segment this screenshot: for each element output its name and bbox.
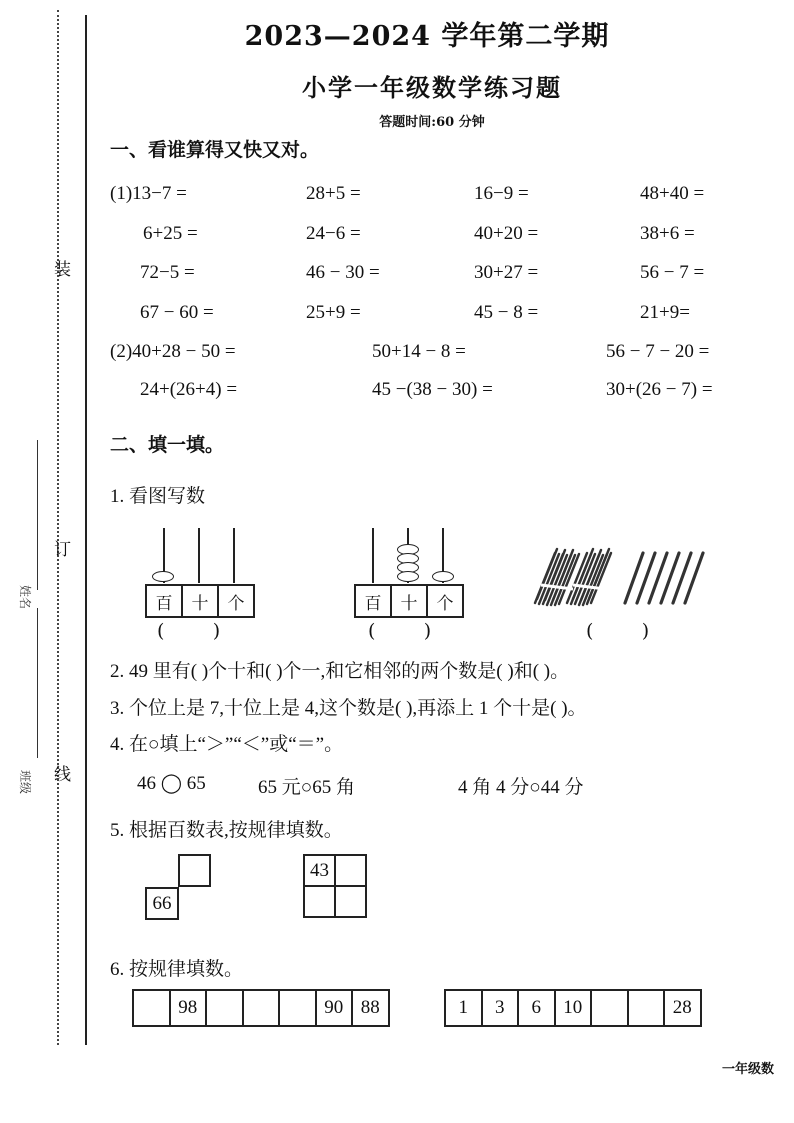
calc-3-1: 72−5 =	[140, 262, 195, 283]
class-blank-line	[37, 608, 38, 758]
grid-cell-66: 66	[145, 887, 179, 920]
sequence-row-2	[444, 989, 702, 1027]
sequence-cell: 98	[171, 991, 208, 1025]
calc-4-4: 21+9=	[640, 302, 690, 323]
sequence-cell	[629, 991, 666, 1025]
page-footer: 一年级数	[721, 1062, 774, 1077]
place-value-table	[147, 584, 255, 618]
calc-1-3: 16−9 =	[474, 183, 529, 204]
abacus-rod	[233, 528, 235, 583]
calc-5-2: 50+14 − 8 =	[372, 341, 466, 362]
hundreds-label: 百	[145, 584, 183, 618]
calc-1-1: (1)13−7 =	[110, 183, 187, 204]
compare-item-1: 46 ◯ 65	[137, 773, 206, 794]
grid-cell-43: 43	[303, 854, 336, 887]
sequence-cell: 3	[483, 991, 520, 1025]
sequence-row-1	[132, 989, 390, 1027]
sequence-cell: 10	[556, 991, 593, 1025]
calc-3-3: 30+27 =	[474, 262, 539, 283]
grid-cell	[303, 885, 336, 918]
name-blank-line	[37, 440, 38, 590]
question-2: 2. 49 里有( )个十和( )个一,和它相邻的两个数是( )和( )。	[110, 661, 570, 682]
calc-2-2: 24−6 =	[306, 223, 361, 244]
margin-rule	[85, 15, 87, 1045]
binding-dotted-line	[57, 10, 59, 1045]
answer-blank: ( )	[586, 620, 650, 642]
abacus-rod	[198, 528, 200, 583]
tens-label: 十	[181, 584, 219, 618]
sequence-cell: 88	[360, 997, 380, 1018]
compare-item-2: 65 元○65 角	[258, 777, 355, 798]
calc-4-3: 45 − 8 =	[474, 302, 539, 323]
abacus-bead	[152, 571, 174, 582]
calc-6-2: 45 −(38 − 30) =	[372, 379, 493, 400]
calc-6-1: 24+(26+4) =	[140, 379, 238, 400]
sequence-cell	[244, 991, 281, 1025]
answer-blank: ( )	[157, 620, 221, 642]
ones-label: 个	[426, 584, 464, 618]
compare-item-3: 4 角 4 分○44 分	[458, 777, 584, 798]
calc-1-4: 48+40 =	[640, 183, 705, 204]
binding-char-xian: 线	[50, 765, 70, 782]
calc-1-2: 28+5 =	[306, 183, 361, 204]
exam-subtitle: 小学一年级数学练习题	[302, 73, 562, 102]
stick-bundles-picture	[525, 545, 715, 610]
question-1: 1. 看图写数	[110, 486, 206, 507]
calc-4-2: 25+9 =	[306, 302, 361, 323]
abacus-rod	[372, 528, 374, 583]
sequence-cell	[592, 991, 629, 1025]
calc-2-3: 40+20 =	[474, 223, 539, 244]
abacus-bead	[397, 571, 419, 582]
calc-2-4: 38+6 =	[640, 223, 695, 244]
sequence-cell	[134, 991, 171, 1025]
place-value-table	[356, 584, 464, 618]
abacus-bead	[432, 571, 454, 582]
grid-cell	[178, 854, 211, 887]
grid-cell	[334, 854, 367, 887]
sequence-cell: 1	[446, 991, 483, 1025]
sequence-cell	[207, 991, 244, 1025]
section2-title: 二、填一填。	[110, 434, 225, 456]
calc-2-1: 6+25 =	[143, 223, 198, 244]
calc-6-3: 30+(26 − 7) =	[606, 379, 713, 400]
sequence-cell: 90	[317, 991, 354, 1025]
calc-5-3: 56 − 7 − 20 =	[606, 341, 710, 362]
calc-3-4: 56 − 7 =	[640, 262, 705, 283]
sequence-cell: 28	[672, 997, 692, 1018]
question-5: 5. 根据百数表,按规律填数。	[110, 820, 343, 841]
question-6: 6. 按规律填数。	[110, 959, 244, 980]
exam-time: 答题时间:60 分钟	[379, 115, 485, 130]
ones-label: 个	[217, 584, 255, 618]
calc-5-1: (2)40+28 − 50 =	[110, 341, 236, 362]
hundreds-label: 百	[354, 584, 392, 618]
binding-char-zhuang: 装	[50, 260, 70, 277]
exam-title: 2023—2024 学年第二学期	[244, 21, 610, 52]
tens-label: 十	[390, 584, 428, 618]
binding-char-ding: 订	[50, 540, 70, 557]
section1-title: 一、看谁算得又快又对。	[110, 139, 320, 161]
sequence-cell: 6	[519, 991, 556, 1025]
calc-3-2: 46 − 30 =	[306, 262, 380, 283]
name-label: 姓名	[18, 585, 32, 610]
grid-cell	[334, 885, 367, 918]
question-3: 3. 个位上是 7,十位上是 4,这个数是( ),再添上 1 个十是( )。	[110, 698, 587, 719]
question-4: 4. 在○填上“＞”“＜”或“＝”。	[110, 734, 344, 755]
calc-4-1: 67 − 60 =	[140, 302, 214, 323]
class-label: 班级	[18, 770, 32, 795]
answer-blank: ( )	[368, 620, 432, 642]
sequence-cell	[280, 991, 317, 1025]
